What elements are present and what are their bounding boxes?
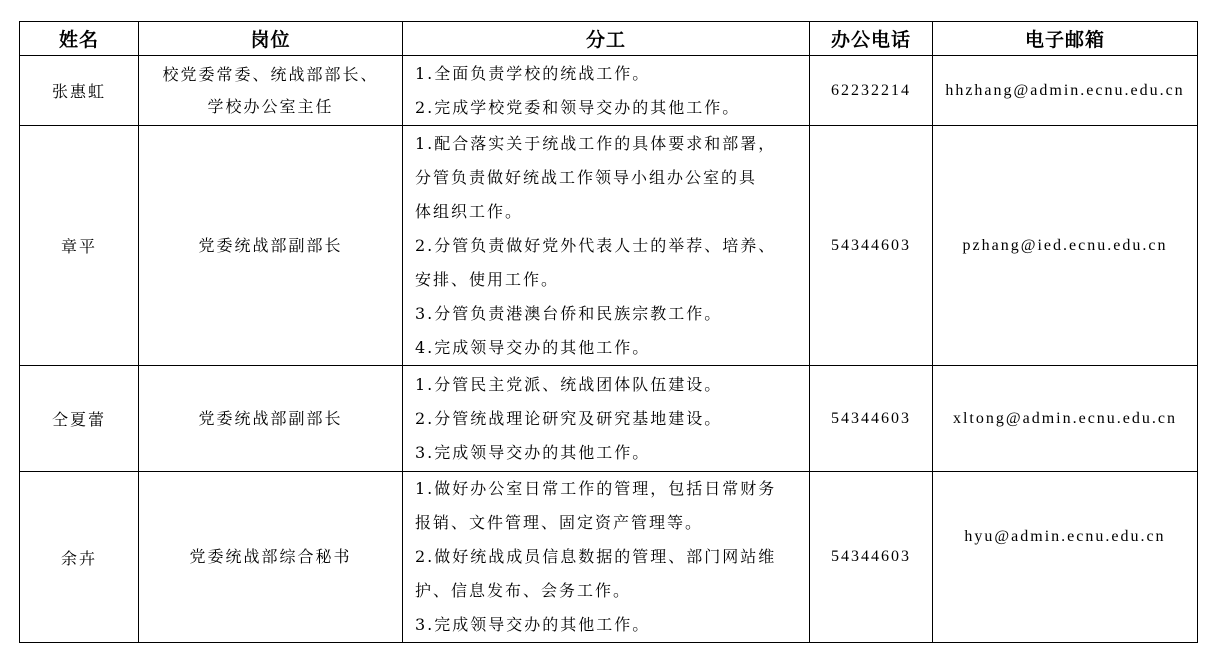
duty-line: 3.完成领导交办的其他工作。	[415, 615, 651, 634]
duty-line: 分管负责做好统战工作领导小组办公室的具	[415, 167, 758, 187]
duty-line: 护、信息发布、会务工作。	[415, 581, 632, 600]
name-cell: 章平	[20, 126, 139, 366]
header-duty: 分工	[403, 22, 810, 56]
table-row	[20, 472, 1198, 643]
duty-line: 1.配合落实关于统战工作的具体要求和部署，	[415, 133, 777, 153]
phone-cell: 54344603	[810, 472, 933, 643]
header-email: 电子邮箱	[933, 22, 1198, 56]
name-cell: 仝夏蕾	[20, 366, 139, 472]
duty-line: 3.完成领导交办的其他工作。	[415, 442, 651, 462]
name-cell: 余卉	[20, 472, 139, 643]
header-post: 岗位	[139, 22, 403, 56]
staff-table	[19, 21, 1198, 643]
table-row	[20, 126, 1198, 366]
duty-cell	[403, 126, 810, 366]
duty-line: 1.做好办公室日常工作的管理，包括日常财务	[415, 479, 777, 498]
header-name: 姓名	[20, 22, 139, 56]
email-cell: pzhang@ied.ecnu.edu.cn	[933, 126, 1198, 366]
phone-cell: 62232214	[810, 56, 933, 126]
post-line: 校党委常委、统战部部长、	[162, 64, 379, 84]
name-cell: 张惠虹	[20, 56, 139, 126]
post-line: 党委统战部副部长	[198, 235, 343, 255]
phone-cell: 54344603	[810, 126, 933, 366]
duty-line: 安排、使用工作。	[415, 269, 560, 289]
duty-line: 2.完成学校党委和领导交办的其他工作。	[415, 97, 741, 117]
duty-line: 3.分管负责港澳台侨和民族宗教工作。	[415, 303, 723, 323]
table-row	[20, 366, 1198, 472]
email-cell: hhzhang@admin.ecnu.edu.cn	[933, 56, 1198, 126]
duty-cell	[403, 366, 810, 472]
duty-line: 1.全面负责学校的统战工作。	[415, 63, 651, 83]
post-line: 党委统战部综合秘书	[189, 547, 352, 566]
duty-line: 2.分管负责做好党外代表人士的举荐、培养、	[415, 235, 777, 255]
duty-cell	[403, 56, 810, 126]
post-line: 党委统战部副部长	[198, 408, 343, 428]
phone-cell: 54344603	[810, 366, 933, 472]
header-row	[20, 22, 1198, 56]
post-cell	[139, 472, 403, 643]
post-cell	[139, 56, 403, 126]
duty-line: 报销、文件管理、固定资产管理等。	[415, 513, 704, 532]
duty-line: 体组织工作。	[415, 201, 524, 221]
table-row	[20, 56, 1198, 126]
duty-line: 2.分管统战理论研究及研究基地建设。	[415, 408, 723, 428]
duty-line: 4.完成领导交办的其他工作。	[415, 337, 651, 357]
post-cell	[139, 126, 403, 366]
post-line: 学校办公室主任	[207, 96, 334, 116]
duty-line: 2.做好统战成员信息数据的管理、部门网站维	[415, 547, 777, 566]
duty-cell	[403, 472, 810, 643]
duty-line: 1.分管民主党派、统战团体队伍建设。	[415, 374, 723, 394]
post-cell	[139, 366, 403, 472]
email-cell: xltong@admin.ecnu.edu.cn	[933, 366, 1198, 472]
header-phone: 办公电话	[810, 22, 933, 56]
email-cell: hyu@admin.ecnu.edu.cn	[933, 472, 1198, 643]
